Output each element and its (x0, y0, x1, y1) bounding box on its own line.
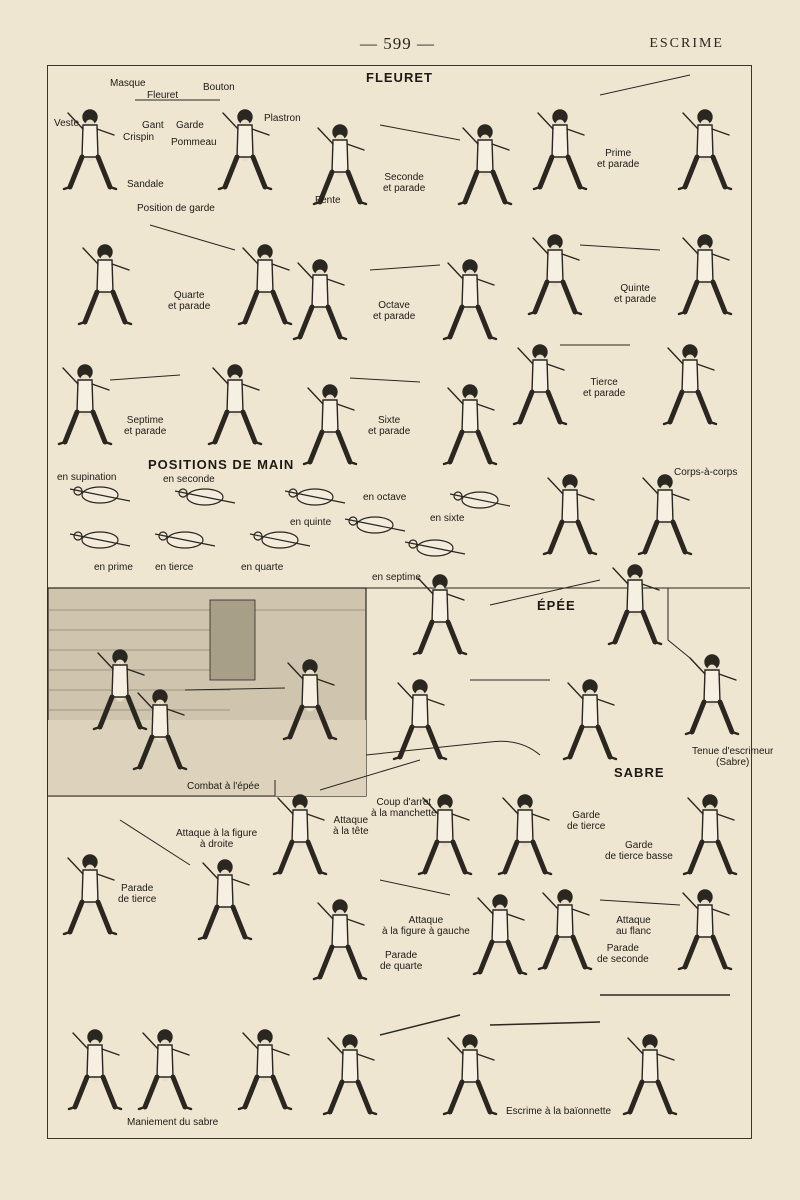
fencer-figure (59, 365, 111, 444)
label-bouton: Bouton (203, 82, 235, 93)
hand-figure (155, 532, 215, 548)
fencer-figure (239, 245, 291, 324)
label-en-octave: en octave (363, 492, 407, 503)
soldier-figure (324, 1035, 376, 1114)
fencer-figure (639, 475, 691, 554)
fencer-figure (679, 890, 731, 969)
label-quarte: Quarte et parade (168, 290, 211, 312)
label-en-seconde: en seconde (163, 474, 215, 485)
fencer-figure (686, 655, 738, 734)
fencer-figure (209, 365, 261, 444)
soldier-figure (239, 1030, 291, 1109)
hand-figure (285, 489, 345, 505)
label-en-sixte: en sixte (430, 513, 465, 524)
label-parade-de-tierce: Parade de tierce (118, 883, 157, 905)
section-title-sabre: SABRE (614, 765, 665, 780)
fencer-figure (294, 260, 346, 339)
fencer-figure (79, 245, 131, 324)
section-title-epee: ÉPÉE (537, 598, 576, 613)
label-en-tierce: en tierce (155, 562, 194, 573)
fencer-figure (459, 125, 511, 204)
label-crispin: Crispin (123, 132, 155, 143)
fencer-figure (539, 890, 591, 969)
section-title-fleuret: FLEURET (366, 70, 433, 85)
fencer-figure (514, 345, 566, 424)
label-en-quinte: en quinte (290, 517, 332, 528)
soldier-figure (624, 1035, 676, 1114)
label-attaque-figure-gauche: Attaque à la figure à gauche (382, 915, 470, 937)
fencer-figure (414, 575, 466, 654)
label-parade-de-quarte: Parade de quarte (380, 950, 423, 972)
fencer-figure (304, 385, 356, 464)
hand-figure (250, 532, 310, 548)
fencer-figure (609, 565, 661, 644)
fencer-figure (499, 795, 551, 874)
label-maniement-du-sabre: Maniement du sabre (127, 1117, 219, 1128)
running-head: ESCRIME (649, 36, 724, 51)
label-en-quarte: en quarte (241, 562, 284, 573)
hand-figure (70, 487, 130, 503)
hand-figure (175, 489, 235, 505)
label-corps-a-corps: Corps-à-corps (674, 467, 738, 478)
label-en-prime: en prime (94, 562, 133, 573)
fencer-figure (444, 385, 496, 464)
hand-figure (345, 517, 405, 533)
label-fleuret: Fleuret (147, 90, 179, 101)
label-masque: Masque (110, 78, 146, 89)
fencer-figure (529, 235, 581, 314)
fencer-figure (534, 110, 586, 189)
soldier-figure (69, 1030, 121, 1109)
soldier-figure (139, 1030, 191, 1109)
label-sandale: Sandale (127, 179, 164, 190)
fencer-figure (564, 680, 616, 759)
hand-figure (450, 492, 510, 508)
fencer-figure (64, 855, 116, 934)
section-title-positions-de-main: POSITIONS DE MAIN (148, 457, 295, 472)
label-pommeau: Pommeau (171, 137, 217, 148)
fencer-figure (474, 895, 526, 974)
label-en-supination: en supination (57, 472, 117, 483)
label-garde: Garde (176, 120, 204, 131)
label-coup-d-arret: Coup d'arret à la manchette (371, 797, 437, 819)
label-tierce: Tierce et parade (583, 377, 626, 399)
fencer-figure (199, 860, 251, 939)
page-number: — 599 — (360, 34, 435, 53)
fencer-figure (679, 110, 731, 189)
fencer-figure (544, 475, 596, 554)
label-gant: Gant (142, 120, 164, 131)
label-escrime-a-la-baionnette: Escrime à la baïonnette (506, 1106, 612, 1117)
label-attaque-a-la-tete: Attaque à la tête (333, 815, 369, 837)
label-garde-de-tierce: Garde de tierce (567, 810, 606, 832)
label-garde-de-tierce-basse: Garde de tierce basse (605, 840, 673, 862)
hand-figure (405, 540, 465, 556)
label-attaque-au-flanc: Attaque au flanc (616, 915, 652, 937)
label-position-de-garde: Position de garde (137, 203, 215, 214)
label-fente: Fente (315, 195, 341, 206)
fencer-figure (684, 795, 736, 874)
fencer-figure (444, 260, 496, 339)
label-tenue-d-escrimeur: Tenue d'escrimeur (Sabre) (692, 746, 774, 768)
fencer-figure (314, 125, 366, 204)
fencer-figure (664, 345, 716, 424)
fencer-figure (679, 235, 731, 314)
fencer-figure (314, 900, 366, 979)
label-prime: Prime et parade (597, 148, 640, 170)
label-attaque-figure-droite: Attaque à la figure à droite (176, 828, 258, 850)
label-sixte: Sixte et parade (368, 415, 411, 437)
label-seconde: Seconde et parade (383, 172, 426, 194)
label-en-septime: en septime (372, 572, 421, 583)
label-quinte: Quinte et parade (614, 283, 657, 305)
label-septime: Septime et parade (124, 415, 167, 437)
label-plastron: Plastron (264, 113, 301, 124)
soldier-figure (444, 1035, 496, 1114)
label-veste: Veste (54, 118, 80, 129)
label-octave: Octave et parade (373, 300, 416, 322)
label-combat-a-l-epee: Combat à l'épée (187, 781, 260, 792)
label-parade-de-seconde: Parade de seconde (597, 943, 649, 965)
hand-figure (70, 532, 130, 548)
fencer-figure (274, 795, 326, 874)
